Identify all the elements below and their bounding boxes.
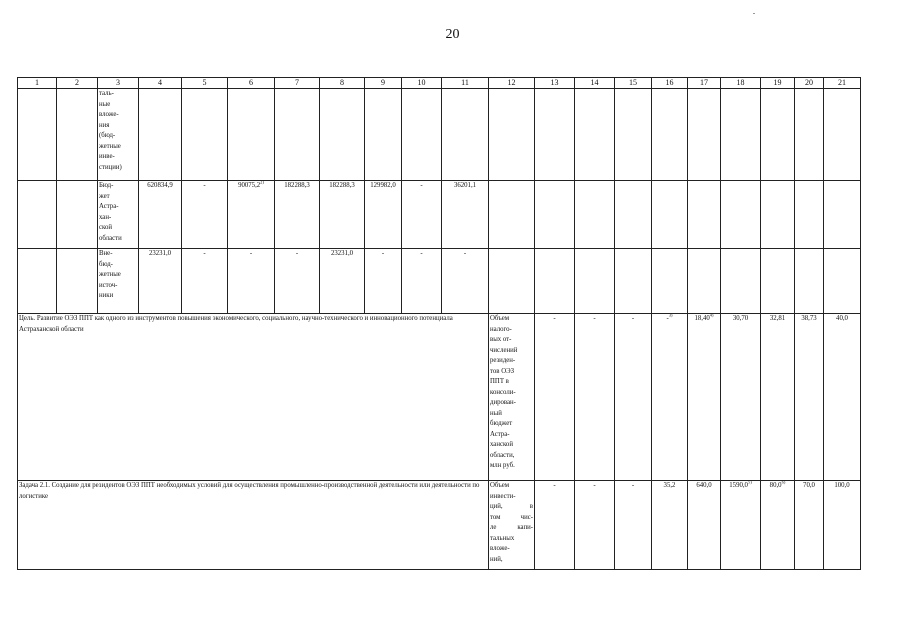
- col-header: 3: [98, 78, 139, 89]
- col-header: 9: [365, 78, 402, 89]
- value-cell: -: [615, 314, 652, 481]
- indicator-cell: Объем инвести- ций, в том чис- ле капи- тальных вложе- ний,: [489, 481, 535, 570]
- value-cell: 80,0$^{6)}$: [761, 481, 795, 570]
- col-header: 16: [652, 78, 688, 89]
- col-header: 19: [761, 78, 795, 89]
- goal-text: Цель. Развитие ОЭЗ ППТ как одного из инструментов повышения экономического, социального, научно-технического и инновационного потенциала Астраханской области: [18, 314, 489, 481]
- col-header: 18: [721, 78, 761, 89]
- col-header: 14: [575, 78, 615, 89]
- speck-mark: [753, 13, 755, 14]
- value-cell: 100,0: [824, 481, 861, 570]
- value-cell: 23231,0: [139, 249, 182, 314]
- value-cell: -: [575, 314, 615, 481]
- value-cell: 30,70: [721, 314, 761, 481]
- value-cell: -: [275, 249, 320, 314]
- col-header: 7: [275, 78, 320, 89]
- value-cell: 36201,1: [442, 181, 489, 249]
- value-cell: 38,73: [795, 314, 824, 481]
- funding-source-cell: Бюд- жет Астра- хан- ской области: [98, 181, 139, 249]
- value-cell: -: [402, 249, 442, 314]
- value-cell: -: [365, 249, 402, 314]
- value-cell: -: [182, 249, 228, 314]
- value-cell: -$^{3)}$: [652, 314, 688, 481]
- value-cell: 640,0: [688, 481, 721, 570]
- col-header: 1: [18, 78, 57, 89]
- goal-row: [18, 314, 861, 481]
- value-cell: 182288,3: [320, 181, 365, 249]
- program-table: [17, 77, 861, 570]
- funding-source-cell: Вне- бюд- жетные источ- ники: [98, 249, 139, 314]
- value-cell: 129982,0: [365, 181, 402, 249]
- value-cell: -: [535, 314, 575, 481]
- value-cell: 90075,2$^{2)}$: [228, 181, 275, 249]
- value-cell: -: [575, 481, 615, 570]
- col-header: 8: [320, 78, 365, 89]
- value-cell: 23231,0: [320, 249, 365, 314]
- value-cell: -: [182, 181, 228, 249]
- value-cell: 182288,3: [275, 181, 320, 249]
- col-header: 17: [688, 78, 721, 89]
- col-header: 10: [402, 78, 442, 89]
- col-header: 4: [139, 78, 182, 89]
- indicator-cell: Объем налого- вых от- числений резиден- тов ОЭЗ ППТ в консоли- дирован- ный бюджет Астра- ханской области, млн руб.: [489, 314, 535, 481]
- value-cell: -: [535, 481, 575, 570]
- value-cell: -: [615, 481, 652, 570]
- task-row: [18, 481, 861, 570]
- col-header: 6: [228, 78, 275, 89]
- table-row: [18, 249, 861, 314]
- column-number-row: [18, 78, 861, 89]
- value-cell: 18,40$^{4)}$: [688, 314, 721, 481]
- col-header: 12: [489, 78, 535, 89]
- page-number: 20: [445, 27, 460, 42]
- value-cell: 40,0: [824, 314, 861, 481]
- col-header: 11: [442, 78, 489, 89]
- funding-source-cell: таль- ные вложе- ния (бюд- жетные инве- стиции): [98, 89, 139, 181]
- value-cell: -: [402, 181, 442, 249]
- table-row: [18, 89, 861, 181]
- col-header: 2: [57, 78, 98, 89]
- task-text: Задача 2.1. Создание для резидентов ОЭЗ ППТ необходимых условий для осуществления промышленно-производственной деятельности или деятельности по логистике: [18, 481, 489, 570]
- value-cell: 1590,0$^{5)}$: [721, 481, 761, 570]
- col-header: 21: [824, 78, 861, 89]
- col-header: 15: [615, 78, 652, 89]
- col-header: 5: [182, 78, 228, 89]
- value-cell: 620834,9: [139, 181, 182, 249]
- table-row: [18, 181, 861, 249]
- col-header: 13: [535, 78, 575, 89]
- value-cell: 35,2: [652, 481, 688, 570]
- value-cell: -: [442, 249, 489, 314]
- value-cell: 70,0: [795, 481, 824, 570]
- value-cell: 32,81: [761, 314, 795, 481]
- value-cell: -: [228, 249, 275, 314]
- col-header: 20: [795, 78, 824, 89]
